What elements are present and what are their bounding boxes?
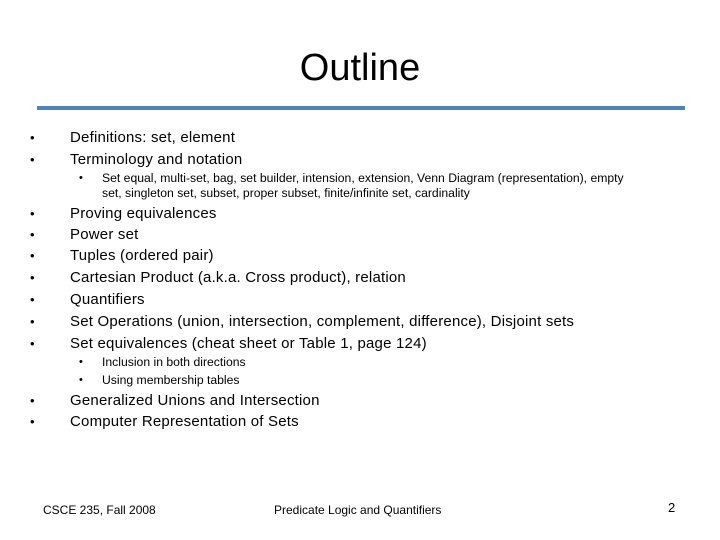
sub-list-item [79, 373, 240, 388]
list-item [30, 150, 243, 170]
list-item [30, 225, 139, 245]
list-item [30, 290, 145, 310]
slide-title: Outline [299, 47, 421, 89]
list-item-text: Set Operations (union, intersection, complement, difference), Disjoint sets [70, 313, 575, 330]
list-item [30, 128, 236, 148]
list-item [30, 412, 299, 432]
list-item-text: Set equal, multi-set, bag, set builder, intension, extension, Venn Diagram (representation), empty [102, 171, 624, 185]
list-item-text: Cartesian Product (a.k.a. Cross product), relation [70, 269, 406, 286]
footer-course: CSCE 235, Fall 2008 [43, 503, 156, 517]
list-item-text: Tuples (ordered pair) [70, 247, 214, 264]
list-item-text: Terminology and notation [70, 151, 243, 168]
list-item-text: Generalized Unions and Intersection [70, 392, 320, 409]
bullet: • [30, 227, 35, 242]
list-item-text: Quantifiers [70, 291, 145, 308]
bullet: • [30, 152, 35, 167]
sub-list-item [79, 355, 246, 370]
list-item-text: Set equivalences (cheat sheet or Table 1, page 124) [70, 335, 427, 352]
list-item-text: Definitions: set, element [70, 129, 236, 146]
list-item [30, 334, 427, 354]
list-item-text: Using membership tables [102, 373, 240, 387]
list-item [30, 204, 217, 224]
bullet: • [30, 314, 35, 329]
bullet: • [30, 248, 35, 263]
bullet: • [30, 393, 35, 408]
page-number: 2 [668, 500, 676, 515]
sub-list-item-continuation [102, 186, 470, 201]
list-item-text: Inclusion in both directions [102, 355, 246, 369]
list-item-text: Computer Representation of Sets [70, 413, 299, 430]
list-item [30, 246, 214, 266]
bullet: • [30, 130, 35, 145]
list-item [30, 268, 406, 288]
title-underline [37, 106, 685, 110]
bullet: • [79, 374, 83, 386]
list-item-text: Proving equivalences [70, 205, 217, 222]
bullet: • [30, 414, 35, 429]
bullet: • [79, 356, 83, 368]
footer-topic: Predicate Logic and Quantifiers [274, 503, 442, 517]
list-item-text: Power set [70, 226, 139, 243]
sub-list-item [79, 171, 624, 186]
list-item [30, 391, 320, 411]
bullet: • [30, 206, 35, 221]
bullet: • [79, 172, 83, 184]
list-item [30, 312, 575, 332]
bullet: • [30, 270, 35, 285]
list-item-text: set, singleton set, subset, proper subset, finite/infinite set, cardinality [102, 186, 470, 200]
bullet: • [30, 336, 35, 351]
bullet: • [30, 292, 35, 307]
